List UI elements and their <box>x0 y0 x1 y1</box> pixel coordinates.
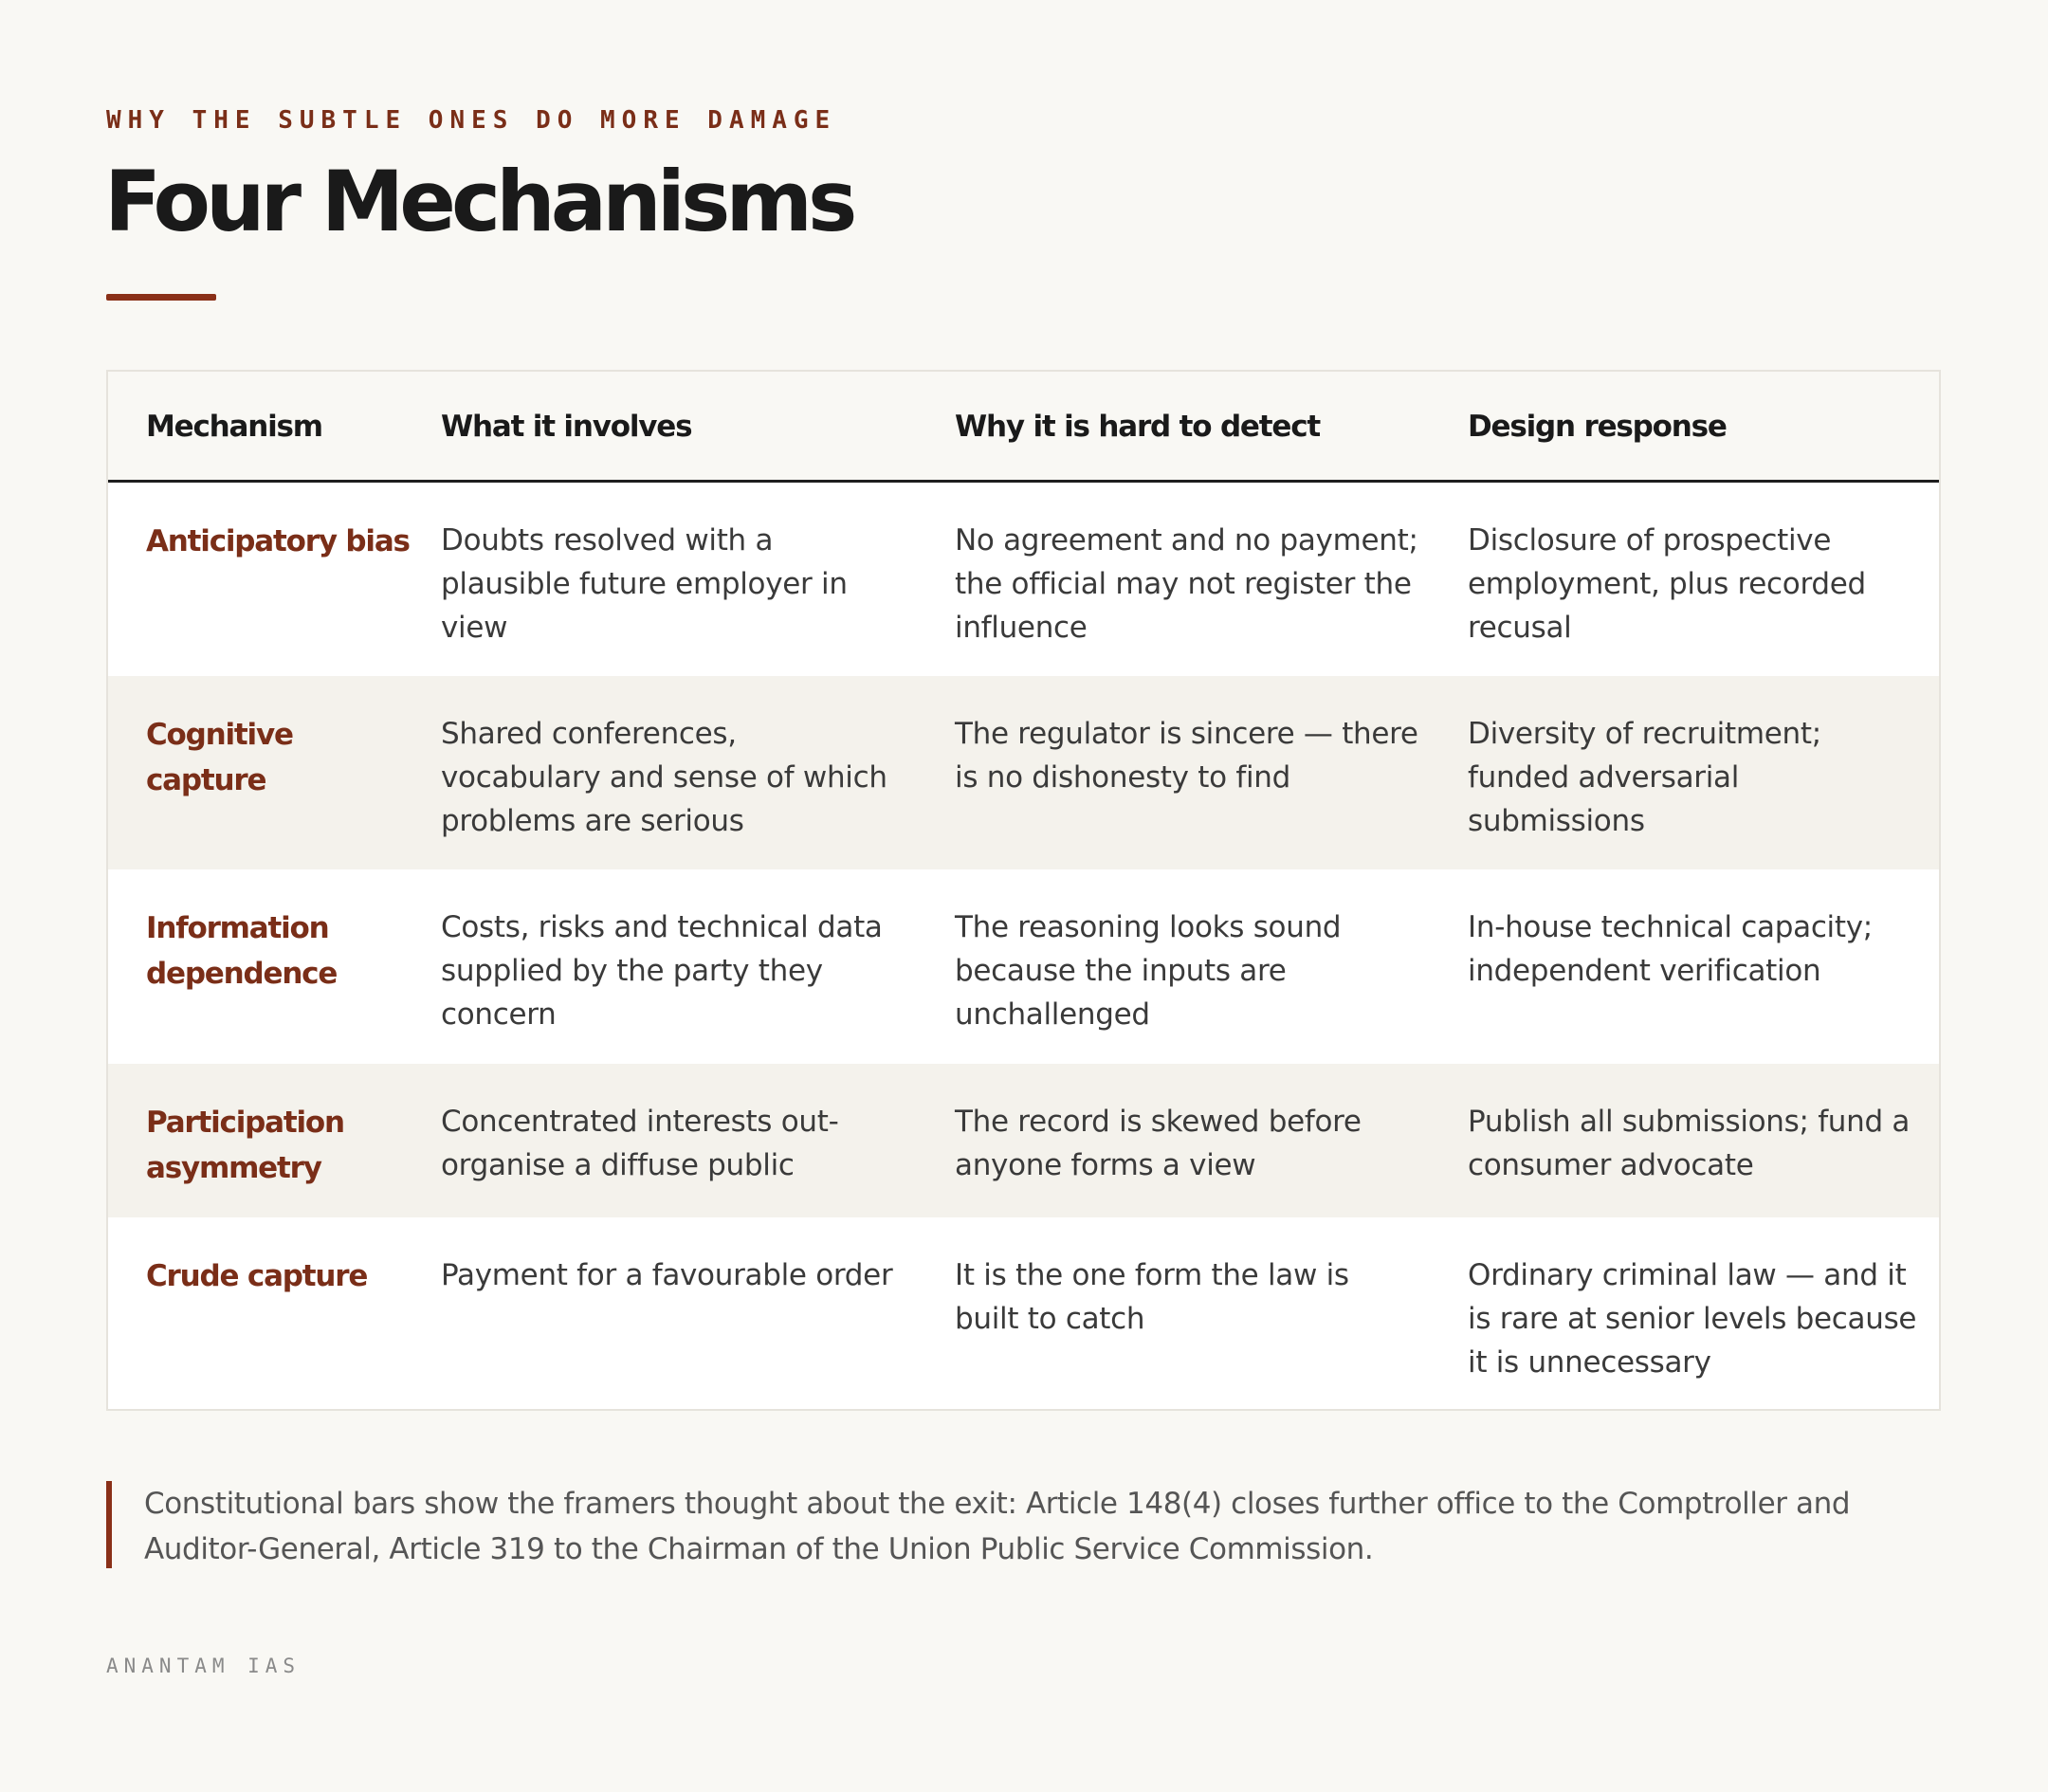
footer-brand: ANANTAM IAS <box>106 1655 302 1677</box>
mechanism-name: Information dependence <box>146 911 338 991</box>
eyebrow: WHY THE SUBTLE ONES DO MORE DAMAGE <box>106 106 837 135</box>
involves-cell: Shared conferences, vocabulary and sense of which problems are serious <box>441 717 887 838</box>
page-title: Four Mechanisms <box>104 153 853 250</box>
table-header <box>108 372 1939 483</box>
hard-to-detect-cell: The reasoning looks sound because the inputs are unchallenged <box>955 910 1342 1032</box>
response-cell: Publish all submissions; fund a consumer advocate <box>1468 1105 1911 1182</box>
involves-cell: Doubts resolved with a plausible future employer in view <box>441 523 848 645</box>
mechanism-name: Anticipatory bias <box>146 524 410 558</box>
table-row <box>108 1064 1939 1217</box>
table-row <box>108 483 1939 676</box>
column-header-involves: What it involves <box>441 410 692 444</box>
involves-cell: Costs, risks and technical data supplied by the party they concern <box>441 910 883 1032</box>
column-header-hard-to-detect: Why it is hard to detect <box>955 410 1320 444</box>
mechanism-name: Participation asymmetry <box>146 1106 344 1185</box>
column-header-response: Design response <box>1468 410 1727 444</box>
response-cell: Ordinary criminal law — and it is rare at senior levels because it is unnecessary <box>1468 1258 1917 1380</box>
response-cell: In-house technical capacity; independent verification <box>1468 910 1873 988</box>
column-header-mechanism: Mechanism <box>146 410 322 444</box>
pull-quote-note: Constitutional bars show the framers thought about the exit: Article 148(4) closes further office to the Comptroller and Auditor-General, Article 319 to the Chairman of the Union Public Service Commission. <box>106 1481 1941 1568</box>
table-row <box>108 676 1939 869</box>
hard-to-detect-cell: It is the one form the law is built to catch <box>955 1258 1349 1336</box>
table-row <box>108 1217 1939 1409</box>
response-cell: Disclosure of prospective employment, plus recorded recusal <box>1468 523 1866 645</box>
table-row <box>108 869 1939 1064</box>
involves-cell: Concentrated interests out-organise a diffuse public <box>441 1105 839 1182</box>
involves-cell: Payment for a favourable order <box>441 1258 893 1292</box>
title-underline <box>106 294 216 301</box>
hard-to-detect-cell: The regulator is sincere — there is no dishonesty to find <box>955 717 1418 795</box>
mechanism-name: Cognitive capture <box>146 718 293 797</box>
hard-to-detect-cell: No agreement and no payment; the official may not register the influence <box>955 523 1418 645</box>
response-cell: Diversity of recruitment; funded adversarial submissions <box>1468 717 1821 838</box>
hard-to-detect-cell: The record is skewed before anyone forms a view <box>955 1105 1362 1182</box>
mechanisms-table <box>106 370 1941 1411</box>
mechanism-name: Crude capture <box>146 1259 368 1293</box>
